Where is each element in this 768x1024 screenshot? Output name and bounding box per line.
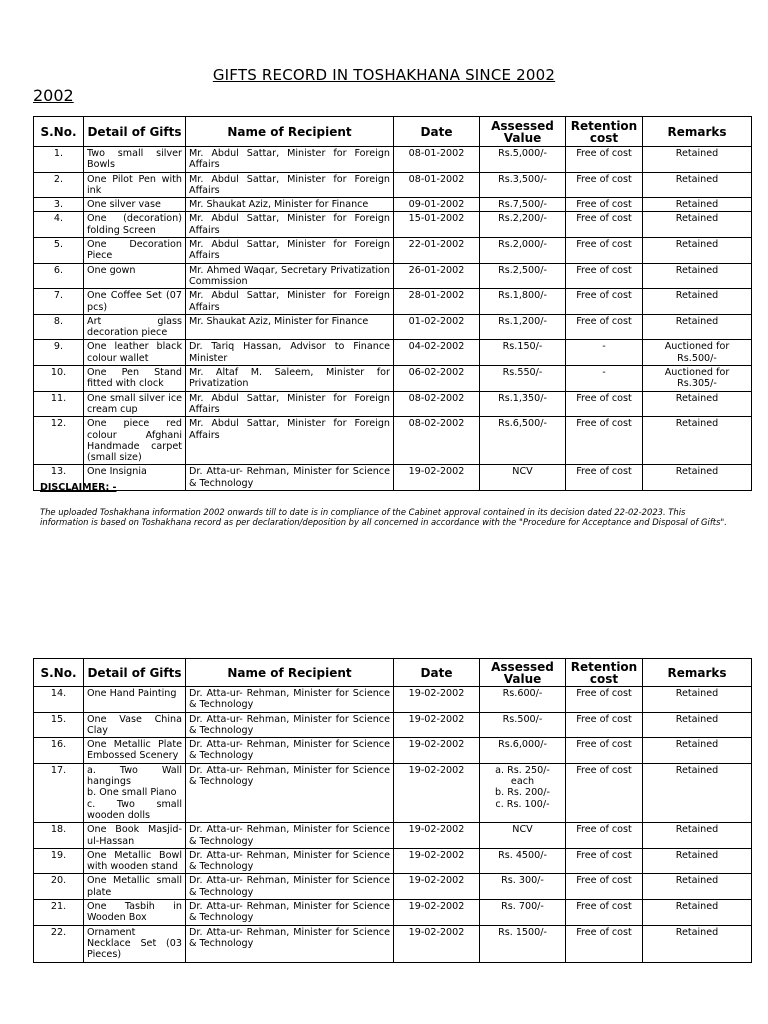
cell-value: NCV bbox=[480, 823, 566, 849]
cell-value: Rs.1,350/- bbox=[480, 391, 566, 417]
table-row bbox=[34, 212, 752, 238]
cell-recipient: Dr. Atta-ur- Rehman, Minister for Science & Technology bbox=[186, 763, 394, 822]
header-recipient: Name of Recipient bbox=[186, 117, 394, 147]
cell-retention: - bbox=[566, 340, 643, 366]
cell-retention: Free of cost bbox=[566, 738, 643, 764]
cell-sno: 4. bbox=[34, 212, 84, 238]
cell-value: Rs.600/- bbox=[480, 687, 566, 713]
header-value: Assessed Value bbox=[480, 117, 566, 147]
cell-value: Rs.2,500/- bbox=[480, 263, 566, 289]
cell-remarks: Retained bbox=[643, 172, 752, 198]
cell-remarks: Retained bbox=[643, 687, 752, 713]
cell-recipient: Mr. Shaukat Aziz, Minister for Finance bbox=[186, 198, 394, 212]
cell-recipient: Dr. Atta-ur- Rehman, Minister for Science & Technology bbox=[186, 738, 394, 764]
cell-sno: 16. bbox=[34, 738, 84, 764]
cell-recipient: Mr. Abdul Sattar, Minister for Foreign Affairs bbox=[186, 238, 394, 264]
cell-sno: 8. bbox=[34, 314, 84, 340]
cell-retention: Free of cost bbox=[566, 687, 643, 713]
cell-gift: One Metallic Bowl with wooden stand bbox=[84, 848, 186, 874]
cell-gift: One Metallic Plate Embossed Scenery bbox=[84, 738, 186, 764]
header-sno: S.No. bbox=[34, 117, 84, 147]
disclaimer-label bbox=[40, 482, 117, 493]
cell-value: a. Rs. 250/- each b. Rs. 200/- c. Rs. 100/- bbox=[480, 763, 566, 822]
cell-recipient: Dr. Atta-ur- Rehman, Minister for Science & Technology bbox=[186, 465, 394, 491]
table-row bbox=[34, 848, 752, 874]
table-row bbox=[34, 738, 752, 764]
cell-gift: One Book Masjid-ul-Hassan bbox=[84, 823, 186, 849]
cell-remarks: Retained bbox=[643, 712, 752, 738]
cell-date: 08-01-2002 bbox=[394, 147, 480, 173]
cell-sno: 18. bbox=[34, 823, 84, 849]
cell-date: 15-01-2002 bbox=[394, 212, 480, 238]
cell-gift: One small silver ice cream cup bbox=[84, 391, 186, 417]
table-row bbox=[34, 289, 752, 315]
cell-remarks: Retained bbox=[643, 465, 752, 491]
cell-sno: 11. bbox=[34, 391, 84, 417]
cell-recipient: Dr. Atta-ur- Rehman, Minister for Science & Technology bbox=[186, 712, 394, 738]
cell-recipient: Dr. Atta-ur- Rehman, Minister for Science & Technology bbox=[186, 848, 394, 874]
cell-remarks: Retained bbox=[643, 212, 752, 238]
cell-remarks: Retained bbox=[643, 823, 752, 849]
cell-gift: One Pilot Pen with ink bbox=[84, 172, 186, 198]
cell-remarks: Retained bbox=[643, 925, 752, 962]
cell-remarks: Retained bbox=[643, 289, 752, 315]
gifts-table-1 bbox=[33, 116, 752, 491]
cell-gift: One (decoration) folding Screen bbox=[84, 212, 186, 238]
cell-remarks: Retained bbox=[643, 763, 752, 822]
cell-recipient: Mr. Abdul Sattar, Minister for Foreign Affairs bbox=[186, 212, 394, 238]
gifts-table-1-body bbox=[34, 147, 752, 491]
table-row bbox=[34, 465, 752, 491]
header-sno: S.No. bbox=[34, 659, 84, 687]
cell-sno: 1. bbox=[34, 147, 84, 173]
cell-sno: 17. bbox=[34, 763, 84, 822]
cell-value: NCV bbox=[480, 465, 566, 491]
cell-recipient: Dr. Atta-ur- Rehman, Minister for Science & Technology bbox=[186, 823, 394, 849]
header-date: Date bbox=[394, 659, 480, 687]
cell-retention: Free of cost bbox=[566, 465, 643, 491]
table-row bbox=[34, 391, 752, 417]
disclaimer-label-text: DISCLAIMER bbox=[40, 482, 106, 493]
table-row bbox=[34, 823, 752, 849]
table-row bbox=[34, 198, 752, 212]
cell-recipient: Mr. Shaukat Aziz, Minister for Finance bbox=[186, 314, 394, 340]
cell-date: 19-02-2002 bbox=[394, 925, 480, 962]
cell-recipient: Mr. Abdul Sattar, Minister for Foreign Affairs bbox=[186, 147, 394, 173]
cell-date: 28-01-2002 bbox=[394, 289, 480, 315]
cell-remarks: Retained bbox=[643, 198, 752, 212]
cell-sno: 14. bbox=[34, 687, 84, 713]
cell-remarks: Auctioned for Rs.305/- bbox=[643, 366, 752, 392]
cell-value: Rs.550/- bbox=[480, 366, 566, 392]
cell-gift: One Metallic small plate bbox=[84, 874, 186, 900]
page-title: GIFTS RECORD IN TOSHAKHANA SINCE 2002 bbox=[212, 66, 556, 84]
cell-recipient: Mr. Altaf M. Saleem, Minister for Privatization bbox=[186, 366, 394, 392]
cell-remarks: Retained bbox=[643, 417, 752, 465]
header-date: Date bbox=[394, 117, 480, 147]
cell-date: 08-02-2002 bbox=[394, 391, 480, 417]
cell-gift: One Pen Stand fitted with clock bbox=[84, 366, 186, 392]
cell-remarks: Auctioned for Rs.500/- bbox=[643, 340, 752, 366]
cell-value: Rs.150/- bbox=[480, 340, 566, 366]
cell-retention: Free of cost bbox=[566, 925, 643, 962]
table-row bbox=[34, 172, 752, 198]
cell-gift: One Coffee Set (07 pcs) bbox=[84, 289, 186, 315]
cell-gift: One gown bbox=[84, 263, 186, 289]
cell-date: 19-02-2002 bbox=[394, 823, 480, 849]
cell-retention: - bbox=[566, 366, 643, 392]
cell-retention: Free of cost bbox=[566, 238, 643, 264]
cell-date: 04-02-2002 bbox=[394, 340, 480, 366]
cell-gift: a. Two Wall hangings b. One small Piano c. Two small wooden dolls bbox=[84, 763, 186, 822]
cell-retention: Free of cost bbox=[566, 417, 643, 465]
cell-remarks: Retained bbox=[643, 738, 752, 764]
cell-remarks: Retained bbox=[643, 900, 752, 926]
cell-gift: One Tasbih in Wooden Box bbox=[84, 900, 186, 926]
cell-value: Rs.1,800/- bbox=[480, 289, 566, 315]
cell-value: Rs.1,200/- bbox=[480, 314, 566, 340]
cell-date: 09-01-2002 bbox=[394, 198, 480, 212]
cell-value: Rs. 4500/- bbox=[480, 848, 566, 874]
cell-retention: Free of cost bbox=[566, 289, 643, 315]
cell-value: Rs.6,000/- bbox=[480, 738, 566, 764]
cell-sno: 7. bbox=[34, 289, 84, 315]
table-row bbox=[34, 687, 752, 713]
cell-remarks: Retained bbox=[643, 263, 752, 289]
cell-retention: Free of cost bbox=[566, 212, 643, 238]
cell-gift: One piece red colour Afghani Handmade carpet (small size) bbox=[84, 417, 186, 465]
cell-value: Rs. 1500/- bbox=[480, 925, 566, 962]
cell-sno: 2. bbox=[34, 172, 84, 198]
cell-sno: 10. bbox=[34, 366, 84, 392]
cell-recipient: Mr. Abdul Sattar, Minister for Foreign Affairs bbox=[186, 417, 394, 465]
header-gift: Detail of Gifts bbox=[84, 117, 186, 147]
cell-value: Rs. 700/- bbox=[480, 900, 566, 926]
table-row bbox=[34, 340, 752, 366]
header-remarks: Remarks bbox=[643, 117, 752, 147]
cell-retention: Free of cost bbox=[566, 314, 643, 340]
cell-value: Rs.500/- bbox=[480, 712, 566, 738]
cell-date: 22-01-2002 bbox=[394, 238, 480, 264]
table-row bbox=[34, 263, 752, 289]
cell-recipient: Dr. Atta-ur- Rehman, Minister for Science & Technology bbox=[186, 687, 394, 713]
cell-date: 19-02-2002 bbox=[394, 738, 480, 764]
cell-gift: One Vase China Clay bbox=[84, 712, 186, 738]
table-row bbox=[34, 417, 752, 465]
cell-value: Rs.2,200/- bbox=[480, 212, 566, 238]
disclaimer-text: The uploaded Toshakhana information 2002 onwards till to date is in compliance of the Cabinet approval contained in its decision dated 22-02-2023. This information is based on Toshakhana record as per declaration/deposition by all concerned in accordance with the "Procedure for Acceptance and Disposal of Gifts". bbox=[40, 507, 727, 527]
cell-sno: 21. bbox=[34, 900, 84, 926]
cell-sno: 13. bbox=[34, 465, 84, 491]
cell-value: Rs.6,500/- bbox=[480, 417, 566, 465]
gifts-table-2-body bbox=[34, 687, 752, 963]
cell-sno: 15. bbox=[34, 712, 84, 738]
cell-date: 19-02-2002 bbox=[394, 900, 480, 926]
cell-value: Rs. 300/- bbox=[480, 874, 566, 900]
cell-retention: Free of cost bbox=[566, 391, 643, 417]
cell-date: 01-02-2002 bbox=[394, 314, 480, 340]
cell-gift: Ornament Necklace Set (03 Pieces) bbox=[84, 925, 186, 962]
table-row bbox=[34, 238, 752, 264]
cell-sno: 20. bbox=[34, 874, 84, 900]
table-row bbox=[34, 874, 752, 900]
cell-recipient: Mr. Abdul Sattar, Minister for Foreign Affairs bbox=[186, 172, 394, 198]
table-row bbox=[34, 925, 752, 962]
cell-sno: 22. bbox=[34, 925, 84, 962]
header-retention: Retention cost bbox=[566, 117, 643, 147]
cell-gift: One Decoration Piece bbox=[84, 238, 186, 264]
cell-date: 19-02-2002 bbox=[394, 712, 480, 738]
cell-retention: Free of cost bbox=[566, 763, 643, 822]
cell-date: 19-02-2002 bbox=[394, 687, 480, 713]
cell-retention: Free of cost bbox=[566, 172, 643, 198]
cell-recipient: Dr. Atta-ur- Rehman, Minister for Science & Technology bbox=[186, 925, 394, 962]
cell-recipient: Dr. Tariq Hassan, Advisor to Finance Minister bbox=[186, 340, 394, 366]
cell-retention: Free of cost bbox=[566, 823, 643, 849]
cell-retention: Free of cost bbox=[566, 900, 643, 926]
cell-gift: One silver vase bbox=[84, 198, 186, 212]
header-gift: Detail of Gifts bbox=[84, 659, 186, 687]
cell-date: 26-01-2002 bbox=[394, 263, 480, 289]
cell-remarks: Retained bbox=[643, 314, 752, 340]
cell-value: Rs.7,500/- bbox=[480, 198, 566, 212]
table-row bbox=[34, 763, 752, 822]
cell-gift: Art glass decoration piece bbox=[84, 314, 186, 340]
table-row bbox=[34, 712, 752, 738]
cell-remarks: Retained bbox=[643, 391, 752, 417]
cell-date: 08-01-2002 bbox=[394, 172, 480, 198]
cell-sno: 5. bbox=[34, 238, 84, 264]
cell-date: 19-02-2002 bbox=[394, 874, 480, 900]
cell-remarks: Retained bbox=[643, 848, 752, 874]
cell-value: Rs.5,000/- bbox=[480, 147, 566, 173]
cell-date: 08-02-2002 bbox=[394, 417, 480, 465]
cell-remarks: Retained bbox=[643, 238, 752, 264]
cell-sno: 6. bbox=[34, 263, 84, 289]
year-heading: 2002 bbox=[33, 86, 74, 105]
cell-retention: Free of cost bbox=[566, 712, 643, 738]
header-value: Assessed Value bbox=[480, 659, 566, 687]
cell-gift: One Insignia bbox=[84, 465, 186, 491]
cell-value: Rs.2,000/- bbox=[480, 238, 566, 264]
cell-retention: Free of cost bbox=[566, 147, 643, 173]
cell-gift: Two small silver Bowls bbox=[84, 147, 186, 173]
cell-gift: One leather black colour wallet bbox=[84, 340, 186, 366]
cell-retention: Free of cost bbox=[566, 874, 643, 900]
cell-sno: 9. bbox=[34, 340, 84, 366]
cell-sno: 3. bbox=[34, 198, 84, 212]
cell-date: 19-02-2002 bbox=[394, 848, 480, 874]
cell-retention: Free of cost bbox=[566, 848, 643, 874]
cell-value: Rs.3,500/- bbox=[480, 172, 566, 198]
table-row bbox=[34, 147, 752, 173]
cell-recipient: Dr. Atta-ur- Rehman, Minister for Science & Technology bbox=[186, 874, 394, 900]
disclaimer-label-suffix: : - bbox=[105, 482, 117, 493]
cell-date: 19-02-2002 bbox=[394, 465, 480, 491]
header-retention: Retention cost bbox=[566, 659, 643, 687]
cell-recipient: Mr. Abdul Sattar, Minister for Foreign Affairs bbox=[186, 391, 394, 417]
header-recipient: Name of Recipient bbox=[186, 659, 394, 687]
cell-recipient: Dr. Atta-ur- Rehman, Minister for Science & Technology bbox=[186, 900, 394, 926]
cell-date: 06-02-2002 bbox=[394, 366, 480, 392]
cell-date: 19-02-2002 bbox=[394, 763, 480, 822]
cell-sno: 12. bbox=[34, 417, 84, 465]
table-row bbox=[34, 314, 752, 340]
table-row bbox=[34, 900, 752, 926]
cell-remarks: Retained bbox=[643, 147, 752, 173]
gifts-table-2 bbox=[33, 658, 752, 963]
cell-recipient: Mr. Ahmed Waqar, Secretary Privatization Commission bbox=[186, 263, 394, 289]
cell-retention: Free of cost bbox=[566, 263, 643, 289]
cell-recipient: Mr. Abdul Sattar, Minister for Foreign Affairs bbox=[186, 289, 394, 315]
cell-sno: 19. bbox=[34, 848, 84, 874]
table-row bbox=[34, 366, 752, 392]
header-remarks: Remarks bbox=[643, 659, 752, 687]
cell-remarks: Retained bbox=[643, 874, 752, 900]
cell-retention: Free of cost bbox=[566, 198, 643, 212]
cell-gift: One Hand Painting bbox=[84, 687, 186, 713]
